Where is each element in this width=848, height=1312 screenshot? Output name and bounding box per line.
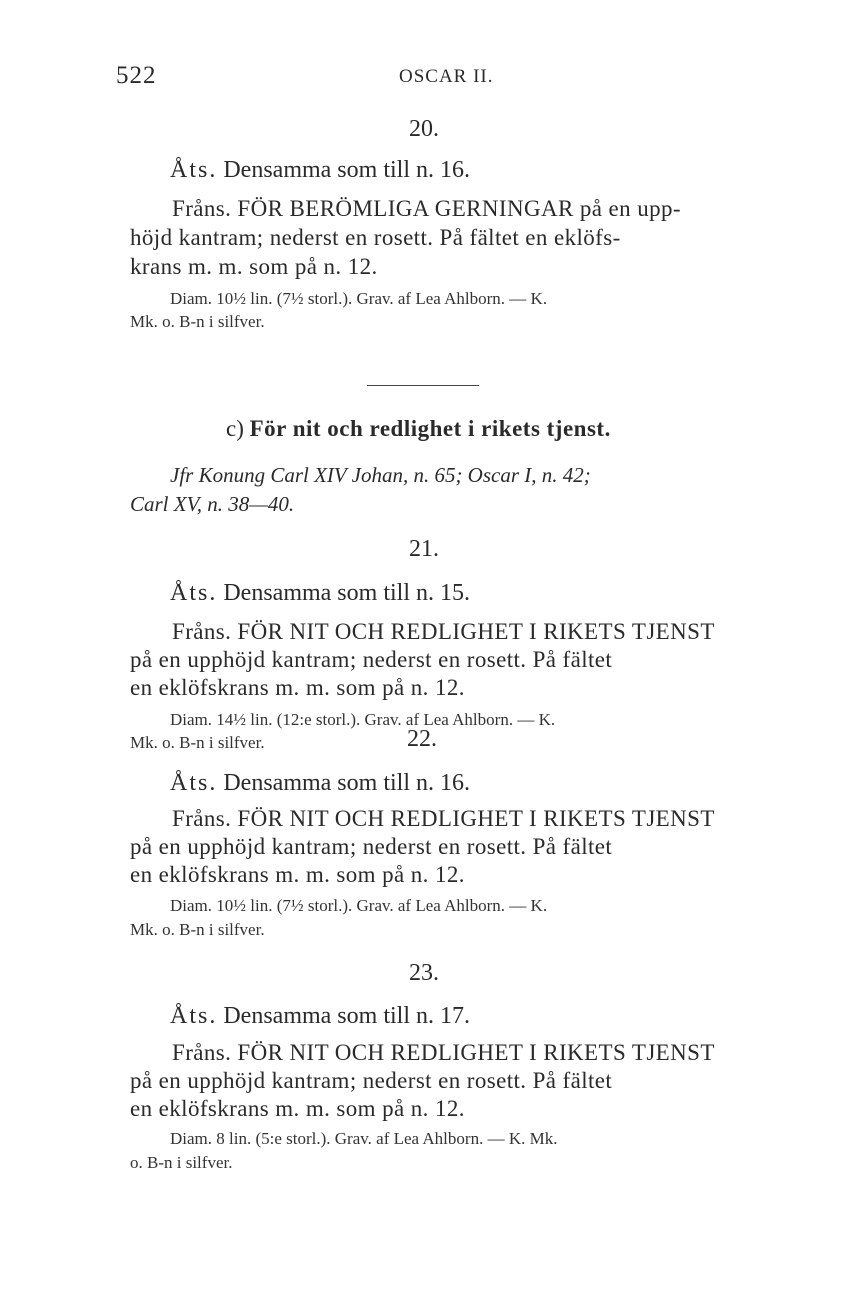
entry-number-21: 21. — [409, 536, 439, 562]
entry-number-22: 22. — [407, 726, 437, 752]
section-divider — [367, 385, 479, 386]
ats-text: Densamma som till n. 16. — [223, 770, 470, 796]
ats-line-22 — [170, 770, 470, 797]
running-title: OSCAR II. — [399, 66, 494, 87]
ats-text: Densamma som till n. 16. — [223, 157, 470, 183]
details-line: Diam. 10½ lin. (7½ storl.). Grav. af Lea Ahlborn. — K. — [170, 896, 548, 915]
details-line: Mk. o. B-n i silfver. — [130, 733, 265, 752]
frans-line: på en upphöjd kantram; nederst en rosett. På fältet — [130, 1068, 613, 1093]
ats-label: Åts. — [170, 770, 218, 796]
frans-line: Fråns. FÖR NIT OCH REDLIGHET I RIKETS TJENST — [172, 619, 715, 644]
frans-line: en eklöfskrans m. m. som på n. 12. — [130, 675, 465, 700]
details-line: o. B-n i silfver. — [130, 1153, 233, 1172]
ats-text: Densamma som till n. 15. — [223, 580, 470, 606]
frans-line: Fråns. FÖR NIT OCH REDLIGHET I RIKETS TJENST — [172, 1040, 715, 1065]
entry-number-23: 23. — [409, 960, 439, 986]
details-line: Diam. 8 lin. (5:e storl.). Grav. af Lea Ahlborn. — K. Mk. — [170, 1129, 558, 1148]
frans-line: på en upphöjd kantram; nederst en rosett. På fältet — [130, 834, 613, 859]
frans-line: en eklöfskrans m. m. som på n. 12. — [130, 862, 465, 887]
details-line: Diam. 14½ lin. (12:e storl.). Grav. af Lea Ahlborn. — K. — [170, 710, 556, 729]
ats-line-21 — [170, 580, 470, 607]
reference-line: Jfr Konung Carl XIV Johan, n. 65; Oscar I, n. 42; — [170, 463, 591, 487]
details-line: Diam. 10½ lin. (7½ storl.). Grav. af Lea Ahlborn. — K. — [170, 289, 548, 308]
frans-line: krans m. m. som på n. 12. — [130, 254, 378, 279]
ats-label: Åts. — [170, 580, 218, 606]
frans-line: Fråns. FÖR BERÖMLIGA GERNINGAR på en upp- — [172, 196, 681, 221]
frans-line: Fråns. FÖR NIT OCH REDLIGHET I RIKETS TJENST — [172, 806, 715, 831]
frans-line: höjd kantram; nederst en rosett. På fältet en eklöfs- — [130, 225, 621, 250]
reference-line: Carl XV, n. 38—40. — [130, 492, 295, 516]
ats-line-23 — [170, 1003, 470, 1030]
entry-number-20: 20. — [409, 116, 439, 142]
details-line: Mk. o. B-n i silfver. — [130, 920, 265, 939]
ats-text: Densamma som till n. 17. — [223, 1003, 470, 1029]
section-title: För nit och redlighet i rikets tjenst. — [249, 416, 611, 441]
frans-line: på en upphöjd kantram; nederst en rosett. På fältet — [130, 647, 613, 672]
section-heading — [226, 416, 611, 442]
section-prefix: c) — [226, 416, 244, 441]
page-number: 522 — [116, 62, 157, 89]
ats-label: Åts. — [170, 1003, 218, 1029]
ats-label: Åts. — [170, 157, 218, 183]
ats-line-20 — [170, 157, 470, 184]
details-line: Mk. o. B-n i silfver. — [130, 312, 265, 331]
frans-line: en eklöfskrans m. m. som på n. 12. — [130, 1096, 465, 1121]
